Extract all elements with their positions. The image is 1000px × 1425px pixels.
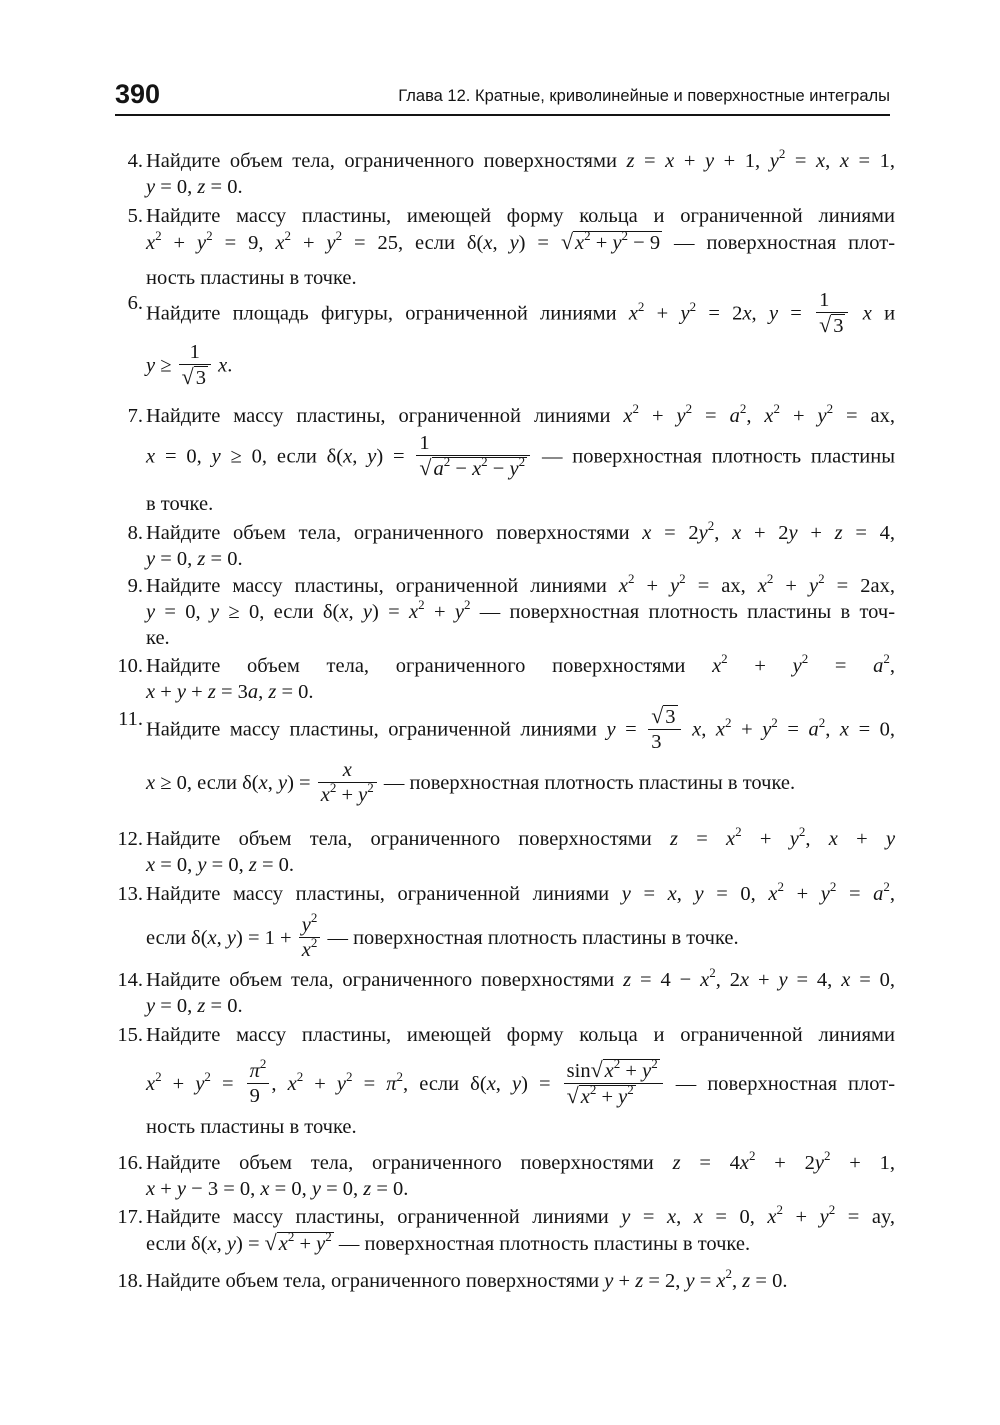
problem-number: 7.: [127, 405, 143, 427]
problem-text-line: Найдите объем тела, ограниченного поверхностями $z = x^2 + y^2$, x + y: [146, 824, 896, 850]
problem-number: 11.: [118, 708, 143, 730]
problem-text-line: Найдите площадь фигуры, ограниченной линиями $x^2 + y^2 = 2x$, y = $\frac{1}{√3}$ x и: [146, 289, 896, 337]
problem-text-line: Найдите объем тела, ограниченного поверхностями z = x + y + 1, $y^2 = x$, x = 1,: [146, 146, 896, 172]
problem-number: 15.: [117, 1024, 143, 1046]
problem-text-line: Найдите объем тела, ограниченного поверхностями $x^2 + y^2 = a^2$,: [146, 651, 896, 677]
problem-text-line: y ≥ $\frac{1}{√3}$ x.: [146, 341, 233, 389]
problem-number: 10.: [117, 655, 143, 677]
problem-text-line: Найдите объем тела, ограниченного поверхностями $z = 4x^2 + 2y^2 + 1$,: [146, 1148, 896, 1174]
problem-text-line: Найдите объем тела, ограниченного поверхностями y + z = 2, $y = x^2$, z = 0.: [146, 1266, 788, 1292]
problem-number: 13.: [117, 883, 143, 905]
problem-text-line: Найдите объем тела, ограниченного поверхностями $x = 2y^2$, x + 2y + z = 4,: [146, 518, 896, 544]
problem-text-line: x + y − 3 = 0, x = 0, y = 0, z = 0.: [146, 1178, 409, 1200]
problem-text-line: Найдите массу пластины, ограниченной линиями y = x, y = 0, $x^2 + y^2 = a^2$,: [146, 879, 895, 905]
problem-text-line: Найдите объем тела, ограниченного поверхностями $z = 4 - x^2$, 2x + y = 4, x = 0,: [146, 965, 896, 991]
problem-number: 14.: [117, 969, 143, 991]
problem-text-line: x + y + z = 3a, z = 0.: [146, 681, 314, 703]
problem-number: 6.: [127, 292, 143, 314]
problem-text-line: если δ(x, $y) = √x^2 + y^2$ — поверхностная плотность пластины в точке.: [146, 1229, 751, 1255]
problem-text-line: Найдите массу пластины, ограниченной линиями y = $\frac{√3}{3}$ x, $x^2 + y^2 = a^2$, x = 0,: [146, 703, 896, 753]
problem-text-line: Найдите массу пластины, ограниченной линиями y = x, x = 0, $x^2 + y^2$ = ay,: [146, 1202, 895, 1228]
problem-text-line: ке.: [146, 627, 170, 649]
problem-number: 16.: [117, 1152, 143, 1174]
problem-number: 18.: [117, 1270, 143, 1292]
problem-text-line: Найдите массу пластины, ограниченной линиями $x^2 + y^2 = a^2$, $x^2 + y^2$ = ax,: [146, 401, 896, 427]
problem-number: 4.: [127, 150, 143, 172]
problem-text-line: ность пластины в точке.: [146, 1116, 357, 1138]
problem-text-line: x = 0, y = 0, z = 0.: [146, 854, 295, 876]
problem-text-line: y = 0, z = 0.: [146, 548, 243, 570]
problem-text-line: y = 0, z = 0.: [146, 995, 243, 1017]
problem-text-line: если δ(x, y) = 1 + $\frac{y^2}{x^2}$ — поверхностная плотность пластины в точке.: [146, 910, 739, 961]
page-number: 390: [115, 79, 161, 109]
problem-text-line: x = 0, y ≥ 0, если δ(x, y) = $\frac{1}{√a^2 - x^2 - y^2}$ — поверхностная плотность пластины: [146, 432, 896, 480]
problem-text-line: Найдите массу пластины, ограниченной линиями $x^2 + y^2$ = ax, $x^2 + y^2 = 2ax$,: [146, 571, 895, 597]
problem-number: 12.: [117, 828, 143, 850]
problem-text-line: Найдите массу пластины, имеющей форму кольца и ограниченной линиями: [146, 1024, 895, 1046]
problem-text-line: x ≥ 0, если δ(x, y) = $\frac{x}{x^2 + y^2}$ — поверхностная плотность пластины в точке.: [146, 759, 796, 806]
chapter-title: Глава 12. Кратные, криволинейные и поверхностные интегралы: [398, 87, 890, 105]
problem-number: 8.: [127, 522, 143, 544]
problem-text-line: Найдите массу пластины, имеющей форму кольца и ограниченной линиями: [146, 205, 895, 227]
problem-number: 17.: [117, 1206, 143, 1228]
problem-text-line: $x^2 + y^2 = 9$, $x^2 + y^2 = 25$, если δ(x, $y) = √x^2 + y^2 - 9$ — поверхностная плот-: [146, 228, 896, 254]
problem-number: 9.: [127, 575, 143, 597]
problem-number: 5.: [127, 205, 143, 227]
problem-text-line: y = 0, y ≥ 0, если δ(x, $y) = x^2 + y^2$ — поверхностная плотность пластины в точ-: [146, 597, 896, 623]
header-rule: [115, 114, 890, 116]
problem-text-line: ность пластины в точке.: [146, 267, 357, 289]
problem-text-line: y = 0, z = 0.: [146, 176, 243, 198]
problem-text-line: в точке.: [146, 493, 214, 515]
problem-text-line: $x^2 + y^2$ = $\frac{\pi^2}{9}$ , $x^2 + y^2 = \pi^2$, если δ(x, y) = $\frac{\sin√x^2 + y^2}{√x^2 + y^2}$ — поверхностная плот-: [146, 1056, 896, 1108]
page-header: [115, 78, 890, 118]
